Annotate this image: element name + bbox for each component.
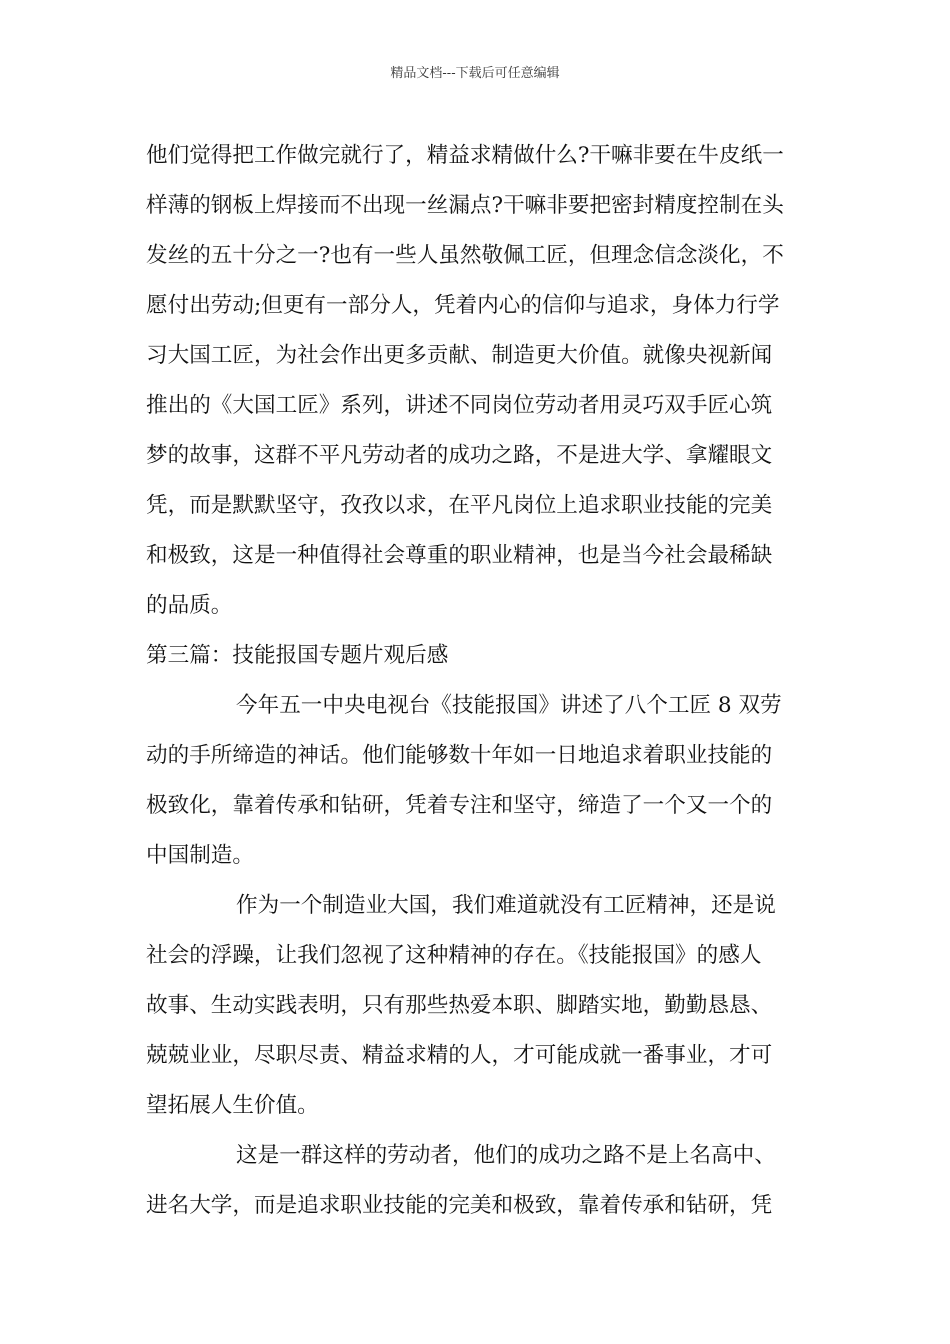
text-line: 极致化，靠着传承和钻研，凭着专注和坚守，缔造了一个又一个的 [146, 793, 773, 818]
text-line: 样薄的钢板上焊接而不出现一丝漏点?干嘛非要把密封精度控制在头 [146, 193, 784, 218]
text-line: 发丝的五十分之一?也有一些人虽然敬佩工匠，但理念信念淡化，不 [146, 243, 784, 268]
text-line: 动的手所缔造的神话。他们能够数十年如一日地追求着职业技能的 [146, 743, 773, 768]
text-line: 梦的故事，这群不平凡劳动者的成功之路，不是进大学、拿耀眼文 [146, 443, 773, 468]
text-line: 这是一群这样的劳动者，他们的成功之路不是上名高中、 [236, 1143, 776, 1168]
text-line: 故事、生动实践表明，只有那些热爱本职、脚踏实地，勤勤恳恳、 [146, 993, 773, 1018]
document-body [146, 131, 808, 1231]
text-line: 作为一个制造业大国，我们难道就没有工匠精神，还是说 [236, 893, 776, 918]
text-line: 凭，而是默默坚守，孜孜以求，在平凡岗位上追求职业技能的完美 [146, 493, 773, 518]
text-line: 望拓展人生价值。 [146, 1093, 319, 1118]
page-header: 精品文档---下载后可任意编辑 [390, 66, 560, 81]
text-line: 他们觉得把工作做完就行了，精益求精做什么?干嘛非要在牛皮纸一 [146, 143, 784, 168]
text-line: 进名大学，而是追求职业技能的完美和极致，靠着传承和钻研，凭 [146, 1193, 773, 1218]
text-line: 和极致，这是一种值得社会尊重的职业精神，也是当今社会最稀缺 [146, 543, 773, 568]
section-heading: 第三篇：技能报国专题片观后感 [146, 643, 449, 668]
text-line: 的品质。 [146, 593, 233, 618]
text-line: 社会的浮躁，让我们忽视了这种精神的存在。《技能报国》的感人 [146, 943, 762, 968]
text-line: 兢兢业业，尽职尽责、精益求精的人，才可能成就一番事业，才可 [146, 1043, 773, 1068]
text-line: 今年五一中央电视台《技能报国》讲述了八个工匠 8 双劳 [236, 693, 782, 718]
text-line: 习大国工匠，为社会作出更多贡献、制造更大价值。就像央视新闻 [146, 343, 773, 368]
text-line: 中国制造。 [146, 843, 254, 868]
text-line: 愿付出劳动;但更有一部分人，凭着内心的信仰与追求，身体力行学 [146, 293, 780, 318]
text-line: 推出的《大国工匠》系列，讲述不同岗位劳动者用灵巧双手匠心筑 [146, 393, 773, 418]
